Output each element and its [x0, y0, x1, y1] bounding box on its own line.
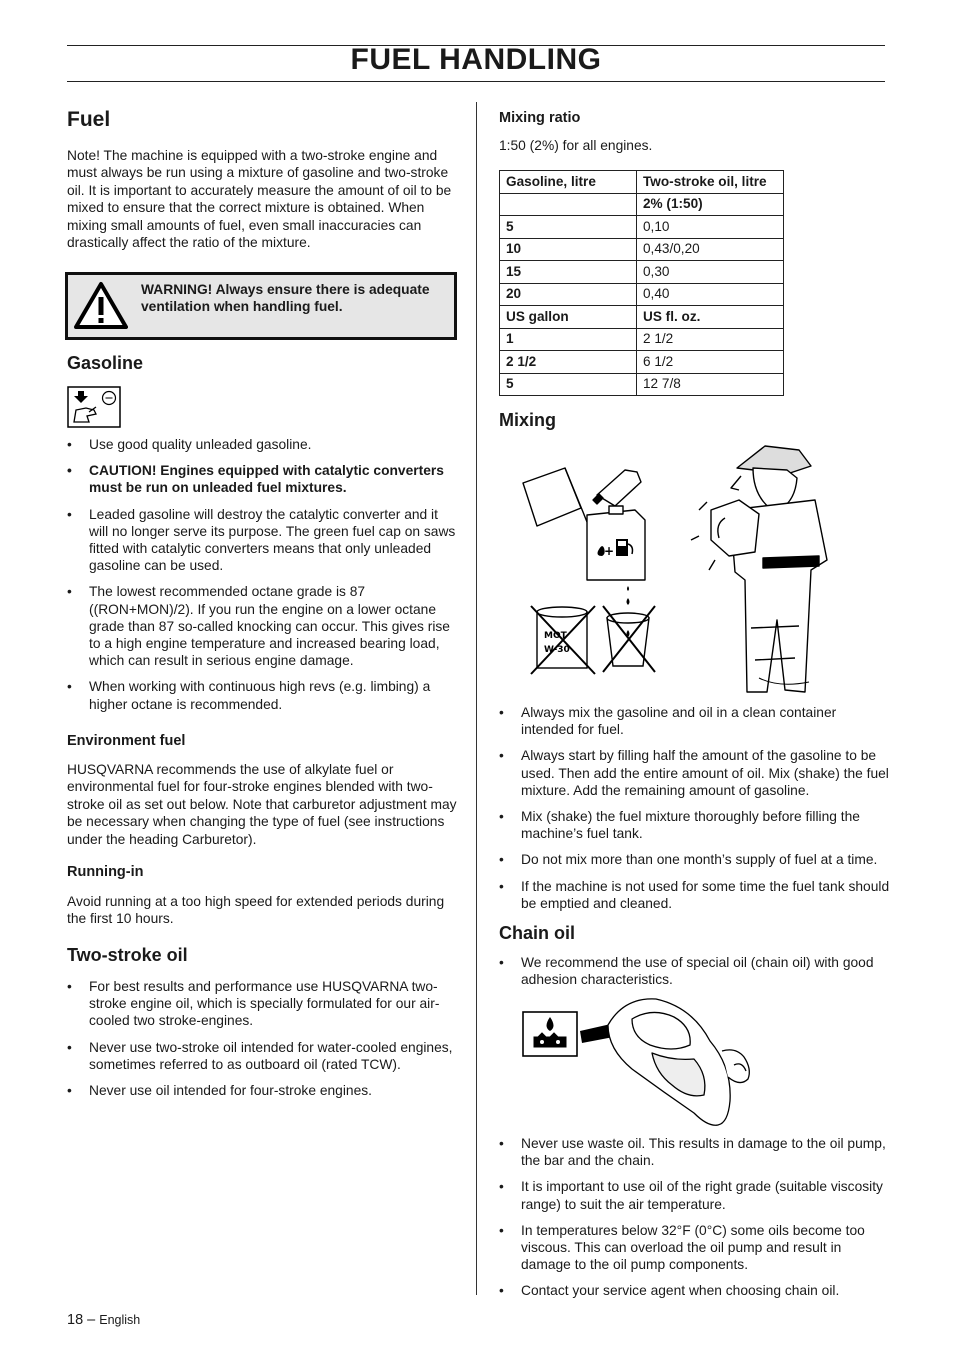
table-cell: [500, 193, 637, 216]
table-row: [500, 193, 784, 216]
table-cell: 0,40: [637, 283, 784, 306]
table-cell: 0,30: [637, 261, 784, 284]
fuel-pump-stop-icon: [67, 386, 121, 428]
list-item: • Never use two-stroke oil intended for water-cooled engines, sometimes referred to as outboard oil (rated TCW).: [67, 1039, 459, 1073]
svg-text:+: +: [604, 544, 615, 558]
table-cell: 2 1/2: [637, 328, 784, 351]
table-row: [500, 328, 784, 351]
footer-language: English: [99, 1313, 141, 1327]
table-cell: 12 7/8: [637, 373, 784, 396]
fuel-heading: Fuel: [67, 108, 111, 131]
table-cell: 6 1/2: [637, 351, 784, 374]
table-row: [500, 373, 784, 396]
mixing-ratio-text: 1:50 (2%) for all engines.: [499, 138, 653, 153]
table-cell: 0,10: [637, 216, 784, 239]
environment-fuel-text: HUSQVARNA recommends the use of alkylate fuel or environmental fuel for four-stroke engines blended with two-stroke oil as set out below. Note that carburetor adjustment may be necessary when changing the type of fuel (see instructions under the heading Carburetor).: [67, 762, 457, 847]
table-row: [500, 216, 784, 239]
table-cell: US gallon: [500, 306, 637, 329]
list-item: • For best results and performance use HUSQVARNA two-stroke engine oil, which is specially formulated for our air-cooled two stroke-engines.: [67, 978, 459, 1030]
table-cell: 15: [500, 261, 637, 284]
title-underline: [67, 81, 885, 82]
fuel-intro: Note! The machine is equipped with a two-stroke engine and must always be run using a mixture of gasoline and two-stroke oil. It is important to accurately measure the amount of oil to be mixed to ensure that the correct mixture is obtained. When mixing small amounts of fuel, even small inaccuracies can drastically affect the ratio of the mixture.: [67, 148, 452, 251]
table-cell: Gasoline, litre: [500, 171, 637, 194]
list-item: • It is important to use oil of the right grade (suitable viscosity range) to suit the air temperature.: [499, 1178, 891, 1212]
table-cell: 10: [500, 238, 637, 261]
two-stroke-oil-list: [67, 978, 459, 1108]
table-cell: 5: [500, 373, 637, 396]
table-cell: 2 1/2: [500, 351, 637, 374]
gasoline-list: [67, 436, 457, 722]
table-row: [500, 171, 784, 194]
page-number: 18 –: [67, 1312, 96, 1328]
warning-text: WARNING! Always ensure there is adequate ventilation when handling fuel.: [141, 282, 430, 315]
table-cell: 20: [500, 283, 637, 306]
fuel-mixing-illustration: [515, 440, 835, 695]
chain-oil-intro-list: [499, 954, 891, 997]
table-cell: 2% (1:50): [637, 193, 784, 216]
list-item: • Always start by filling half the amount of the gasoline to be used. Then add the entire amount of oil. Mix (shake) the fuel mixture. Add the remaining amount of gasoline.: [499, 747, 891, 799]
list-item: • Contact your service agent when choosing chain oil.: [499, 1282, 891, 1299]
column-divider: [476, 102, 477, 1295]
table-row: [500, 283, 784, 306]
mixing-ratio-heading: Mixing ratio: [499, 110, 581, 126]
table-row: [500, 261, 784, 284]
list-item: • We recommend the use of special oil (chain oil) with good adhesion characteristics.: [499, 954, 891, 988]
environment-fuel-heading: Environment fuel: [67, 733, 186, 749]
list-item: • Never use waste oil. This results in damage to the oil pump, the bar and the chain.: [499, 1135, 891, 1169]
gasoline-heading: Gasoline: [67, 353, 144, 373]
list-item: • In temperatures below 32°F (0°C) some oils become too viscous. This can overload the oil pump and result in damage to the oil pump components.: [499, 1222, 891, 1274]
mixing-heading: Mixing: [499, 410, 556, 430]
running-in-heading: Running-in: [67, 864, 144, 880]
chain-oil-illustration: [522, 995, 757, 1130]
warning-triangle-icon: [74, 281, 128, 329]
page-footer: [67, 1312, 140, 1328]
list-item: • When working with continuous high revs (e.g. limbing) a higher octane is recommended.: [67, 678, 457, 712]
table-cell: US fl. oz.: [637, 306, 784, 329]
running-in-text: Avoid running at a too high speed for extended periods during the first 10 hours.: [67, 894, 445, 927]
list-item: • Always mix the gasoline and oil in a clean container intended for fuel.: [499, 704, 891, 738]
page-title: FUEL HANDLING: [350, 43, 602, 76]
list-item: • Never use oil intended for four-stroke engines.: [67, 1082, 459, 1099]
table-cell: 1: [500, 328, 637, 351]
list-item: • Use good quality unleaded gasoline.: [67, 436, 457, 453]
warning-box: [65, 272, 457, 340]
table-cell: 5: [500, 216, 637, 239]
list-item: • If the machine is not used for some time the fuel tank should be emptied and cleaned.: [499, 878, 891, 912]
table-cell: 0,43/0,20: [637, 238, 784, 261]
list-item: • Do not mix more than one month’s supply of fuel at a time.: [499, 851, 891, 868]
list-item: • Leaded gasoline will destroy the catalytic converter and it will no longer serve its purpose. The green fuel cap on saws fitted with catalytic converters means that only unleaded gasoline can be used.: [67, 506, 457, 575]
table-cell: Two-stroke oil, litre: [637, 171, 784, 194]
table-row: [500, 351, 784, 374]
table-row: [500, 238, 784, 261]
mixing-list: [499, 704, 891, 921]
chain-oil-list: [499, 1135, 891, 1309]
can-label: MOT: [544, 631, 567, 641]
list-item: • The lowest recommended octane grade is 87 ((RON+MON)/2). If you run the engine on a lower octane grade than 87 so-called knocking can occur. This gives rise to a high engine temperature and increased bearing load, which can result in serious engine damage.: [67, 583, 457, 669]
list-item: • Mix (shake) the fuel mixture thoroughly before filling the machine’s fuel tank.: [499, 808, 891, 842]
table-row: [500, 306, 784, 329]
can-label: W-30: [544, 645, 570, 655]
chain-oil-heading: Chain oil: [499, 923, 575, 943]
mixing-ratio-table: [499, 170, 784, 396]
two-stroke-oil-heading: Two-stroke oil: [67, 945, 188, 965]
list-item: • CAUTION! Engines equipped with catalytic converters must be run on unleaded fuel mixtures.: [67, 462, 457, 496]
